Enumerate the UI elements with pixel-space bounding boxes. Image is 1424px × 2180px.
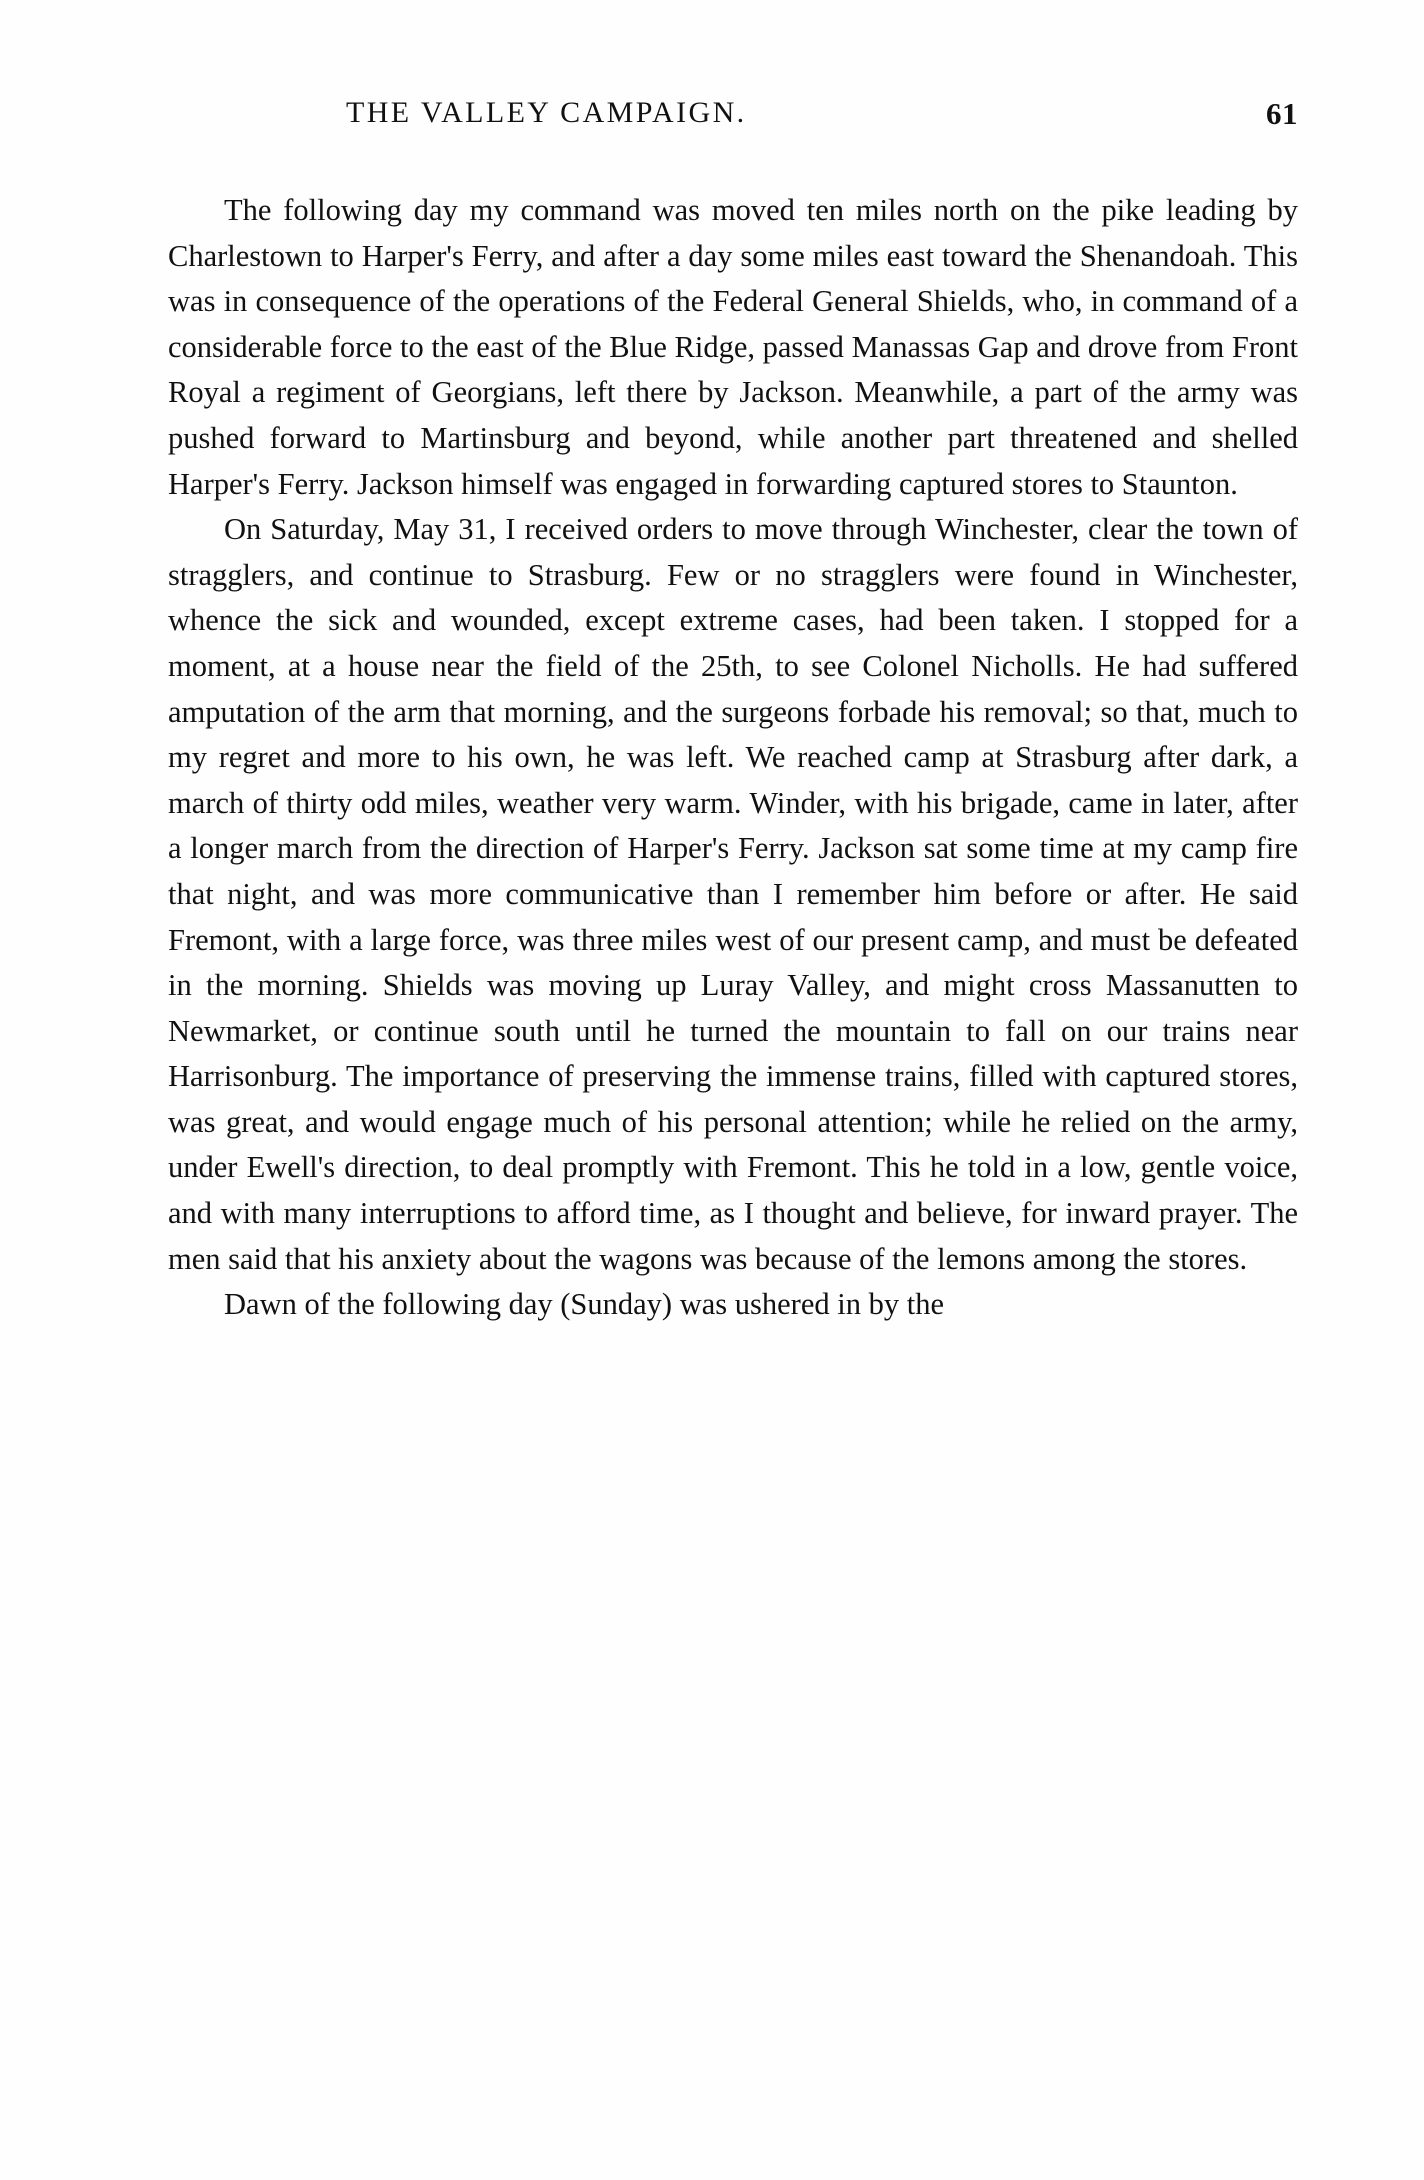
running-head xyxy=(168,96,1298,142)
page-content xyxy=(168,96,1298,1328)
paragraph: The following day my command was moved ten miles north on the pike leading by Charlestown to Harper's Ferry, and after a day some miles east toward the Shenandoah. This was in consequence of the operations of the Federal General Shields, who, in command of a considerable force to the east of the Blue Ridge, passed Manassas Gap and drove from Front Royal a regiment of Georgians, left there by Jackson. Meanwhile, a part of the army was pushed forward to Martinsburg and beyond, while another part threatened and shelled Harper's Ferry. Jackson himself was engaged in forwarding captured stores to Staunton. xyxy=(168,193,1298,501)
paragraph: Dawn of the following day (Sunday) was ushered in by the xyxy=(224,1287,944,1322)
running-head-title: THE VALLEY CAMPAIGN. xyxy=(346,96,747,129)
page-number: 61 xyxy=(1266,96,1298,131)
body-text xyxy=(168,188,1298,1328)
paragraph: On Saturday, May 31, I received orders to move through Winchester, clear the town of stragglers, and continue to Strasburg. Few or no stragglers were found in Winchester, whence the sick and wounded, except extreme cases, had been taken. I stopped for a moment, at a house near the field of the 25th, to see Colonel Nicholls. He had suffered amputation of the arm that morning, and the surgeons forbade his removal; so that, much to my regret and more to his own, he was left. We reached camp at Strasburg after dark, a march of thirty odd miles, weather very warm. Winder, with his brigade, came in later, after a longer march from the direction of Harper's Ferry. Jackson sat some time at my camp fire that night, and was more communicative than I remember him before or after. He said Fremont, with a large force, was three miles west of our present camp, and must be defeated in the morning. Shields was moving up Luray Valley, and might cross Massanutten to Newmarket, or continue south until he turned the mountain to fall on our trains near Harrisonburg. The importance of preserving the immense trains, filled with captured stores, was great, and would engage much of his personal attention; while he relied on the army, under Ewell's direction, to deal promptly with Fremont. This he told in a low, gentle voice, and with many interruptions to afford time, as I thought and believe, for inward prayer. The men said that his anxiety about the wagons was because of the lemons among the stores. xyxy=(168,512,1298,1276)
